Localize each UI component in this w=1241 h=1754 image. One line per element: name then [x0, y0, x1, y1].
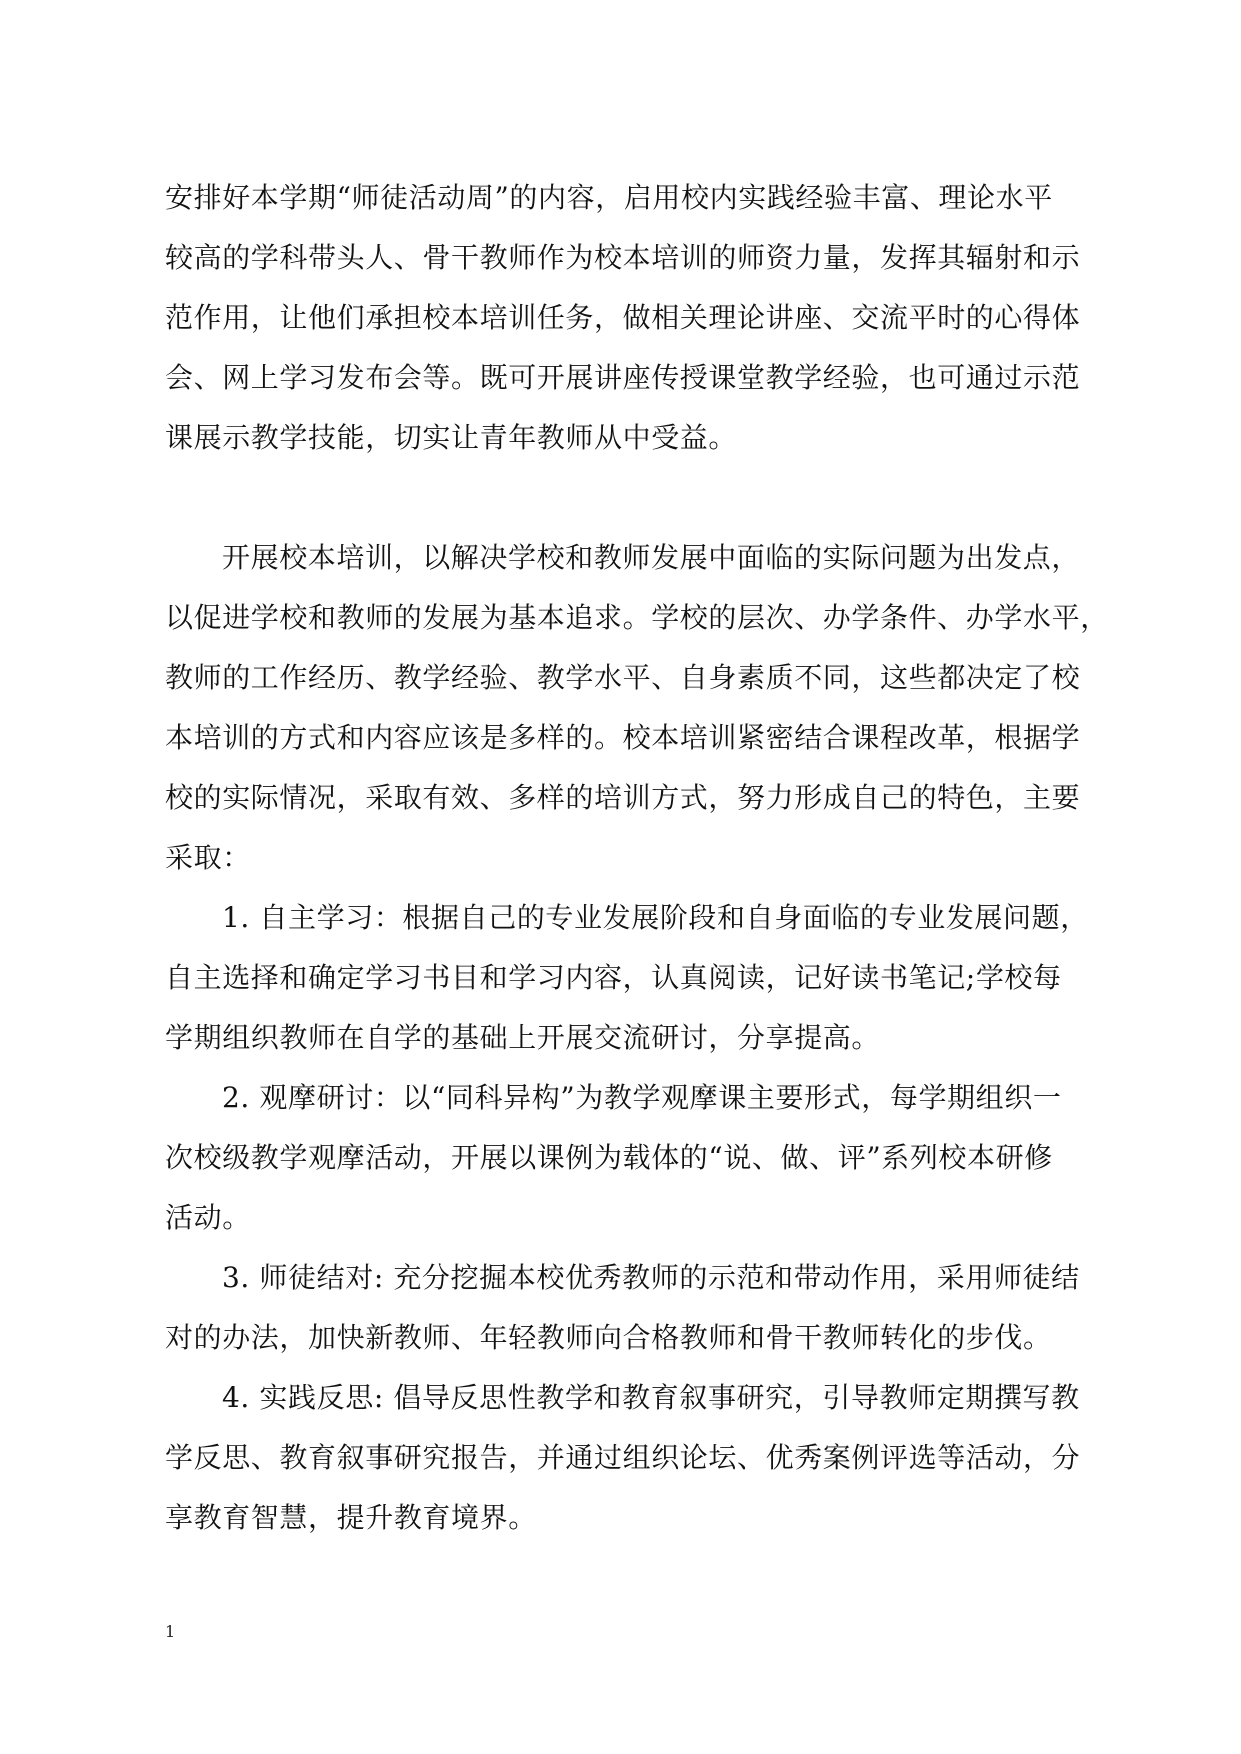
list-item-reflection: 4. 实践反思: 倡导反思性教学和教育叙事研究，引导教师定期撰写教	[222, 1381, 1080, 1414]
list-item-mentoring: 3. 师徒结对: 充分挖掘本校优秀教师的示范和带动作用，采用师徒结	[222, 1261, 1080, 1294]
text-line: 次校级教学观摩活动，开展以课例为载体的“说、做、评”系列校本研修	[165, 1141, 1053, 1174]
text-line: 采取：	[165, 841, 251, 874]
text-line: 以促进学校和教师的发展为基本追求。学校的层次、办学条件、办学水平，	[165, 601, 1109, 634]
page-number: 1	[165, 1622, 176, 1641]
text-line: 活动。	[165, 1201, 251, 1234]
text-line: 范作用，让他们承担校本培训任务，做相关理论讲座、交流平时的心得体	[165, 301, 1081, 334]
text-line: 学反思、教育叙事研究报告，并通过组织论坛、优秀案例评选等活动，分	[165, 1441, 1081, 1474]
text-line: 会、网上学习发布会等。既可开展讲座传授课堂教学经验，也可通过示范	[165, 361, 1081, 394]
text-line: 学期组织教师在自学的基础上开展交流研讨，分享提高。	[165, 1021, 881, 1054]
text-line: 较高的学科带头人、骨干教师作为校本培训的师资力量，发挥其辐射和示	[165, 241, 1081, 274]
text-line: 课展示教学技能，切实让青年教师从中受益。	[165, 421, 738, 454]
text-line: 本培训的方式和内容应该是多样的。校本培训紧密结合课程改革，根据学	[165, 721, 1081, 754]
list-item-observation: 2. 观摩研讨：以“同科异构”为教学观摩课主要形式，每学期组织一	[222, 1081, 1062, 1114]
text-line: 校的实际情况，采取有效、多样的培训方式，努力形成自己的特色，主要	[165, 781, 1081, 814]
list-item-self-study: 1. 自主学习：根据自己的专业发展阶段和自身面临的专业发展问题，	[222, 901, 1089, 934]
text-line: 教师的工作经历、教学经验、教学水平、自身素质不同，这些都决定了校	[165, 661, 1081, 694]
text-line: 对的办法，加快新教师、年轻教师向合格教师和骨干教师转化的步伐。	[165, 1321, 1052, 1354]
text-line: 享教育智慧，提升教育境界。	[165, 1501, 537, 1534]
paragraph-first-line: 开展校本培训，以解决学校和教师发展中面临的实际问题为出发点，	[222, 541, 1081, 574]
text-line: 安排好本学期“师徒活动周”的内容，启用校内实践经验丰富、理论水平	[165, 181, 1053, 214]
text-line: 自主选择和确定学习书目和学习内容，认真阅读，记好读书笔记;学校每	[165, 961, 1062, 994]
